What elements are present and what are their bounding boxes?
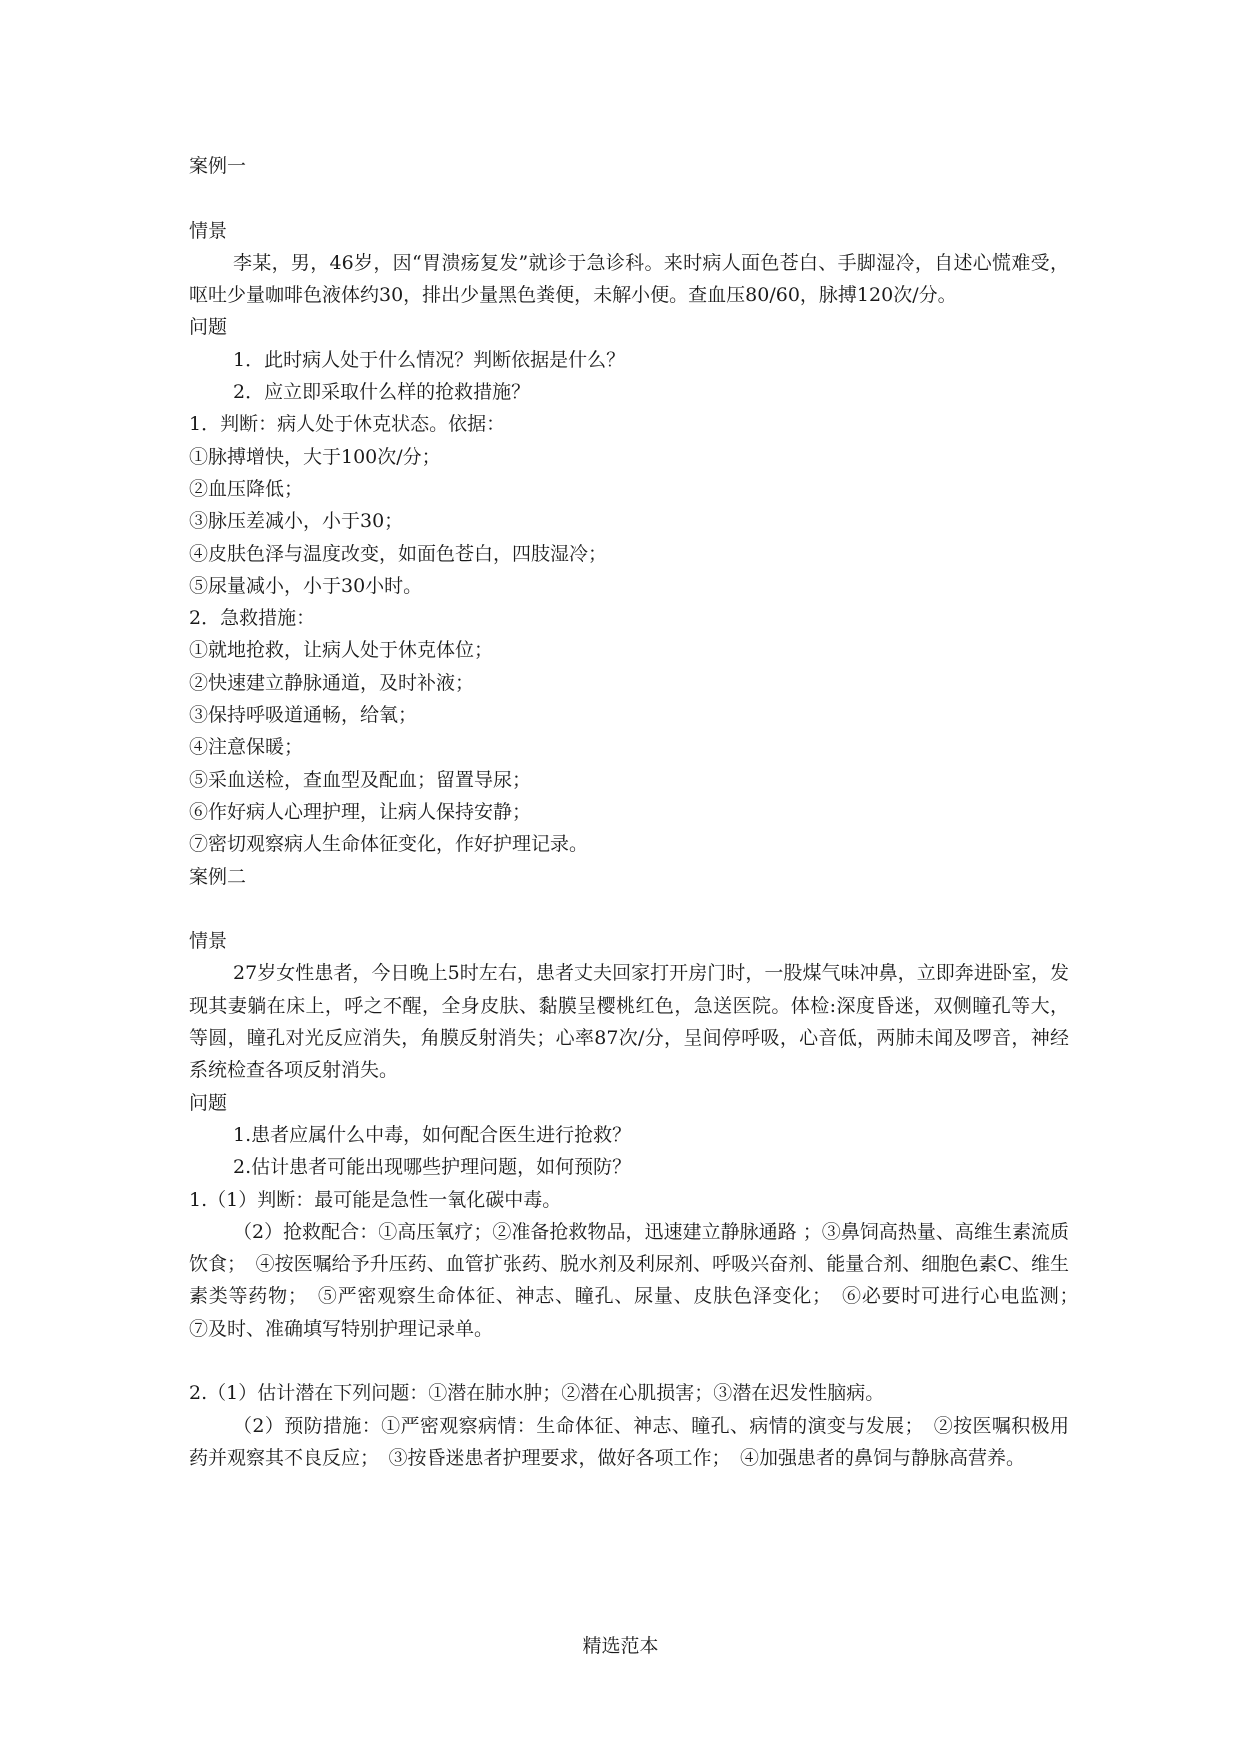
case2-answer1-judge: 1.（1）判断：最可能是急性一氧化碳中毒。 [189, 1188, 562, 1211]
case1-answer2-item: ①就地抢救，让病人处于休克体位； [189, 639, 494, 662]
case1-answer2-title: 2．急救措施： [189, 607, 316, 630]
case1-question-label: 问题 [189, 316, 228, 339]
case1-scene-text: 李某，男，46岁，因“胃溃疡复发”就诊于急诊科。来时病人面色苍白、手脚湿冷，自述心慌难受，呕吐少量咖啡色液体约30，排出少量黑色粪便，未解小便。查血压80/60，脉搏120次/分。 [189, 251, 1069, 307]
case1-answer1-item: ③脉压差减小，小于30； [189, 510, 404, 533]
case2-answer2-estimate: 2.（1）估计潜在下列问题：①潜在肺水肿；②潜在心肌损害；③潜在迟发性脑病。 [189, 1382, 885, 1405]
case1-answer1-item: ①脉搏增快，大于100次/分； [189, 445, 441, 468]
case1-answer1-title: 1．判断：病人处于休克状态。依据： [189, 413, 506, 436]
case2-scene-label: 情景 [189, 930, 228, 953]
spacer [189, 1345, 1069, 1377]
case1-answer2-item: ⑥作好病人心理护理，让病人保持安静； [189, 800, 532, 823]
case1-scene-label: 情景 [189, 219, 228, 242]
case1-answer2-item: ⑤采血送检，查血型及配血；留置导尿； [189, 768, 532, 791]
document-body [189, 150, 1089, 1474]
case2-question-2: 2.估计患者可能出现哪些护理问题，如何预防？ [233, 1156, 632, 1179]
page-footer: 精选范本 [582, 1635, 659, 1657]
case1-question-1: 1．此时病人处于什么情况？判断依据是什么？ [233, 348, 626, 371]
spacer [189, 182, 1069, 214]
case1-answer2-item: ④注意保暖； [189, 736, 304, 759]
case1-answer2-item: ②快速建立静脉通道，及时补液； [189, 671, 475, 694]
case1-answer2-item: ⑦密切观察病人生命体征变化，作好护理记录。 [189, 833, 589, 856]
case1-answer1-item: ④皮肤色泽与温度改变，如面色苍白，四肢湿冷； [189, 542, 608, 565]
case1-answer1-item: ②血压降低； [189, 477, 304, 500]
case2-title: 案例二 [189, 865, 247, 888]
case2-question-label: 问题 [189, 1091, 228, 1114]
case2-scene-text: 27岁女性患者，今日晚上5时左右，患者丈夫回家打开房门时，一股煤气味冲鼻，立即奔进卧室，发现其妻躺在床上，呼之不醒，全身皮肤、黏膜呈樱桃红色，急送医院。体检:深度昏迷，双侧瞳孔等大，等圆，瞳孔对光反应消失，角膜反射消失；心率87次/分，呈间停呼吸，心音低，两肺未闻及啰音，神经系统检查各项反射消失。 [189, 962, 1069, 1082]
case1-title: 案例一 [189, 155, 247, 177]
case1-answer1-item: ⑤尿量减小，小于30小时。 [189, 574, 423, 597]
case2-answer1-rescue: （2）抢救配合：①高压氧疗；②准备抢救物品，迅速建立静脉通路 ；③鼻饲高热量、高维生素流质饮食； ④按医嘱给予升压药、血管扩张药、脱水剂及利尿剂、呼吸兴奋剂、能量合剂、细胞色素C、维生素类等药物； ⑤严密观察生命体征、神志、瞳孔、尿量、皮肤色泽变化； ⑥必要时可进行心电监测； ⑦及时、准确填写特别护理记录单。 [189, 1220, 1089, 1340]
case1-question-2: 2．应立即采取什么样的抢救措施？ [233, 381, 531, 404]
spacer [189, 893, 1069, 925]
case1-answer2-item: ③保持呼吸道通畅，给氧； [189, 704, 418, 727]
case2-question-1: 1.患者应属什么中毒，如何配合医生进行抢救？ [233, 1123, 632, 1146]
case2-answer2-prevent: （2）预防措施：①严密观察病情：生命体征、神志、瞳孔、病情的演变与发展； ②按医嘱积极用药并观察其不良反应； ③按昏迷患者护理要求，做好各项工作； ④加强患者的鼻饲与静脉高营养。 [189, 1414, 1069, 1469]
